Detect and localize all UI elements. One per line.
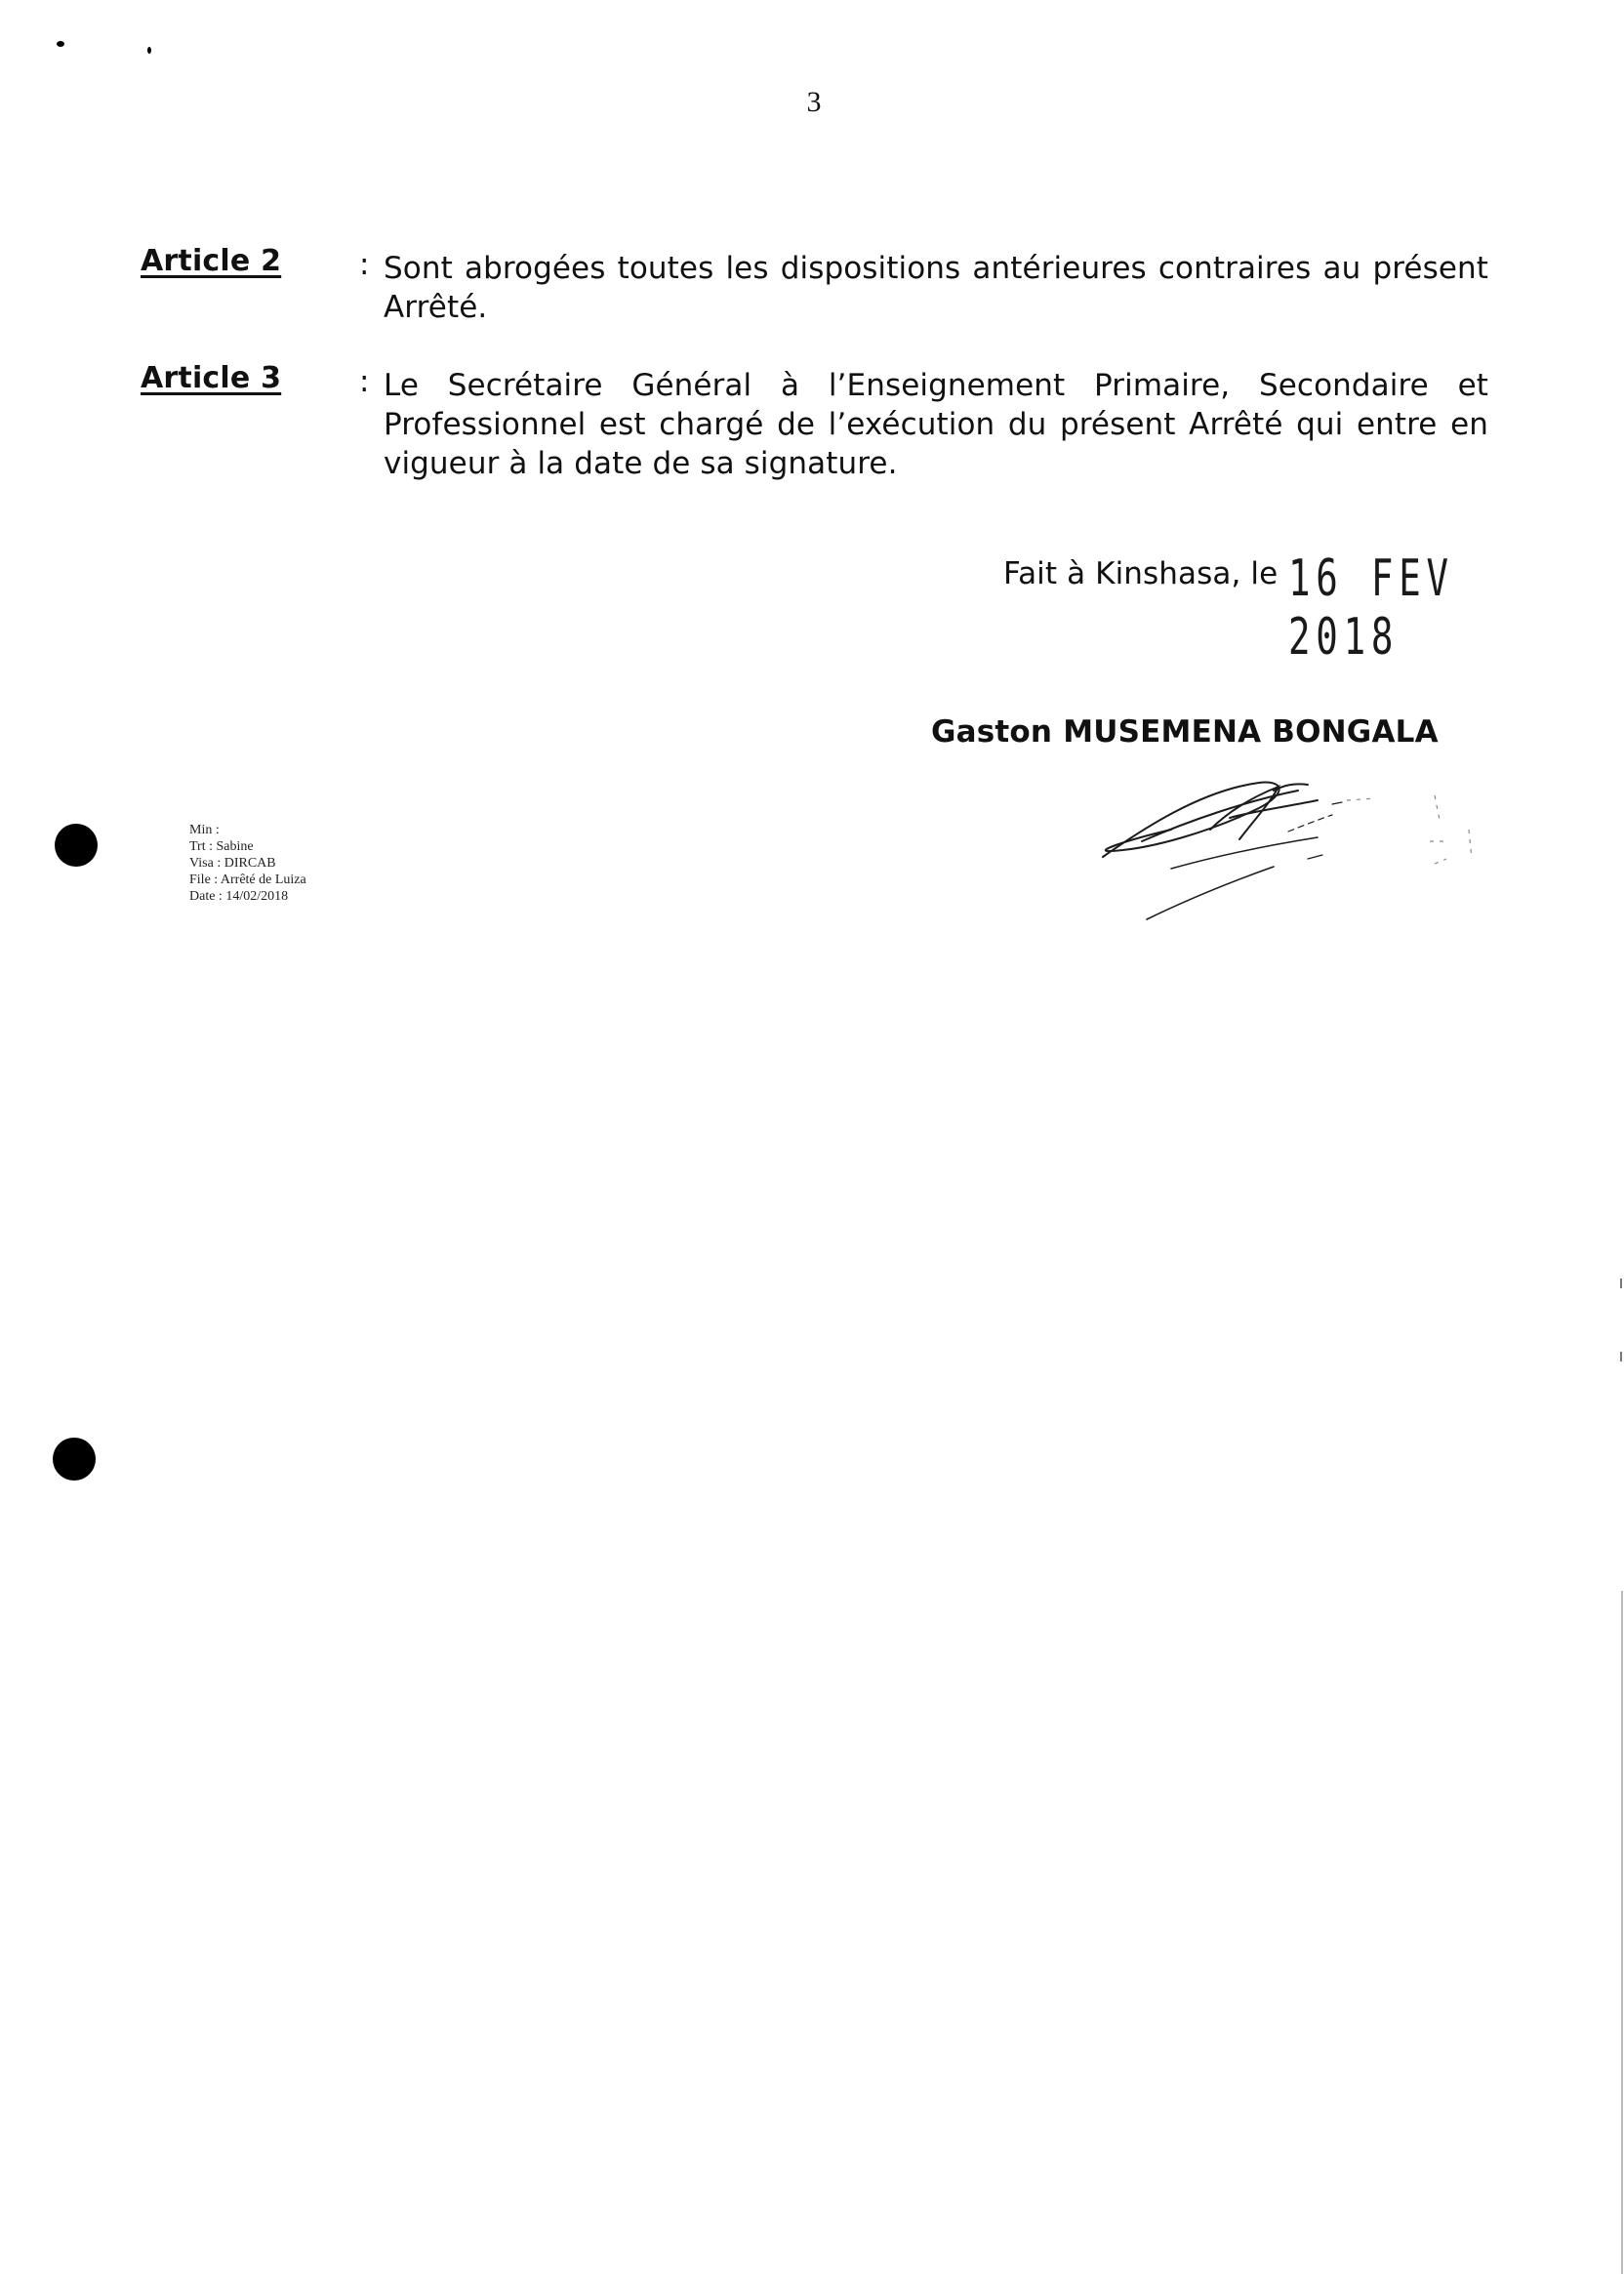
handwritten-signature — [1083, 761, 1493, 927]
article-3-text: Le Secrétaire Général à l’Enseignement Primaire, Secondaire et Professionnel est chargé de l’exécution du présent Arrêté qui entre en vigueur à la date de sa signature. — [384, 368, 1488, 481]
scan-edge-mark — [1620, 1279, 1622, 1288]
reference-line-file: File : Arrêté de Luiza — [189, 873, 306, 887]
punch-hole — [55, 824, 98, 867]
article-3-label: Article 3 — [141, 361, 282, 395]
signatory-name: Gaston MUSEMENA BONGALA — [931, 714, 1439, 750]
article-2-text: Sont abrogées toutes les dispositions antérieures contraires au présent Arrêté. — [384, 251, 1488, 325]
reference-block — [189, 822, 306, 905]
scan-edge-mark — [1620, 1352, 1622, 1361]
reference-line-date: Date : 14/02/2018 — [189, 889, 289, 904]
page-number: 3 — [806, 86, 822, 118]
date-stamp: 16 FEV 2018 — [1288, 549, 1454, 667]
scan-edge-mark — [1621, 1591, 1623, 2274]
article-3-colon: : — [359, 364, 370, 399]
scan-speck — [57, 41, 64, 47]
article-2-label: Article 2 — [141, 244, 282, 278]
scan-speck — [147, 47, 151, 54]
article-2-colon: : — [359, 247, 370, 282]
reference-line-trt: Trt : Sabine — [189, 839, 254, 854]
punch-hole — [53, 1438, 96, 1481]
reference-line-min: Min : — [189, 823, 220, 837]
reference-line-visa: Visa : DIRCAB — [189, 856, 276, 871]
place-and-date-label: Fait à Kinshasa, le — [1003, 556, 1279, 591]
